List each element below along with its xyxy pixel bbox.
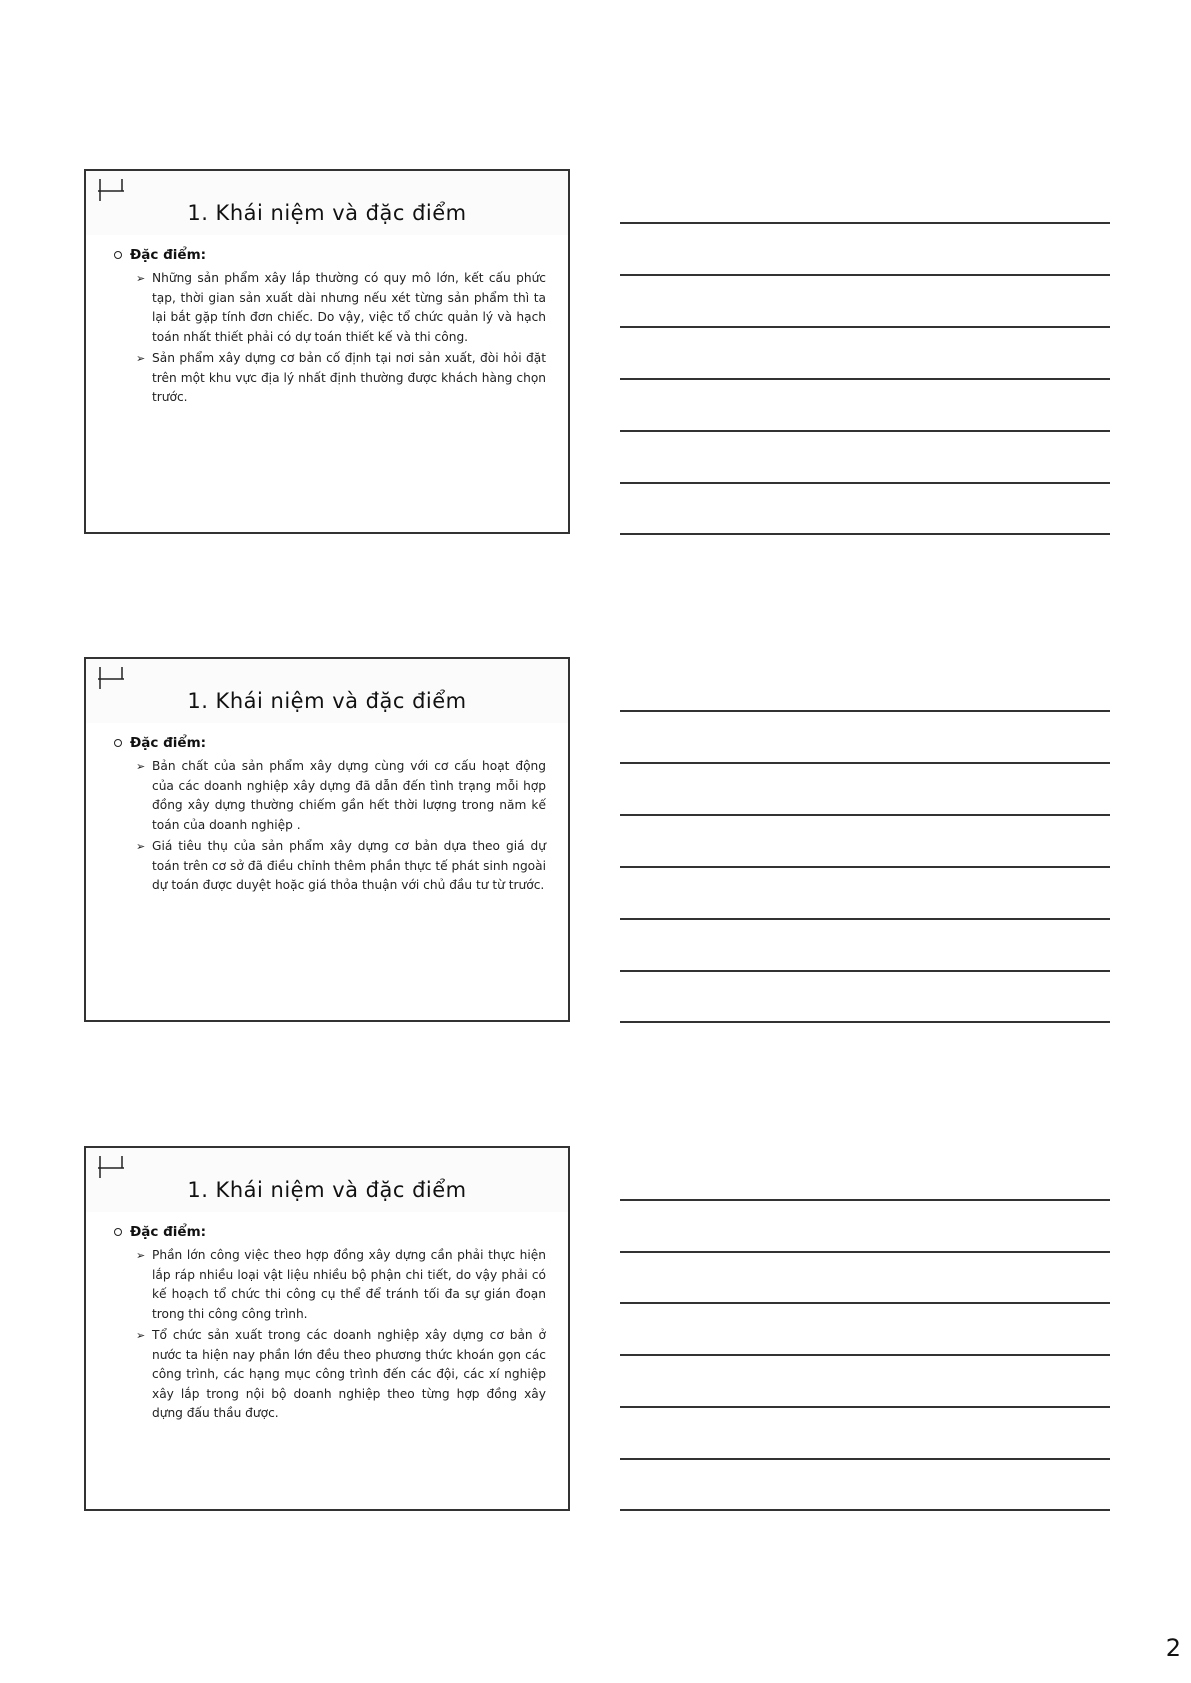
arrow-bullet-icon: ➢ bbox=[136, 1249, 146, 1262]
note-line bbox=[620, 274, 1110, 276]
arrow-bullet-icon: ➢ bbox=[136, 272, 146, 285]
arrow-bullet-icon: ➢ bbox=[136, 352, 146, 365]
note-line bbox=[620, 430, 1110, 432]
note-line bbox=[620, 710, 1110, 712]
slide-3 bbox=[84, 1146, 570, 1511]
sub-bullet-list bbox=[114, 269, 546, 408]
sub-bullet-item bbox=[114, 1246, 546, 1324]
arrow-bullet-icon: ➢ bbox=[136, 1329, 146, 1342]
arrow-bullet-icon: ➢ bbox=[136, 840, 146, 853]
ring-bullet-icon bbox=[114, 251, 122, 259]
sub-bullet-item bbox=[114, 349, 546, 408]
sub-bullet-text: Bản chất của sản phẩm xây dựng cùng với cơ cấu hoạt động của các doanh nghiệp xây dựng đã dẫn đến tình trạng mỗi hợp đồng xây dựng thường chiếm gần hết thời lượng trong năm kế toán của doanh nghiệp . bbox=[152, 759, 546, 832]
note-line bbox=[620, 814, 1110, 816]
ring-bullet-icon bbox=[114, 1228, 122, 1236]
slide-title: 1. Khái niệm và đặc điểm bbox=[187, 201, 467, 225]
slide-2 bbox=[84, 657, 570, 1022]
bullet-heading bbox=[114, 735, 546, 751]
slide-body bbox=[114, 1224, 546, 1426]
sub-bullet-list bbox=[114, 757, 546, 896]
note-line bbox=[620, 1509, 1110, 1511]
slide-body bbox=[114, 247, 546, 410]
slide-title: 1. Khái niệm và đặc điểm bbox=[187, 689, 467, 713]
bullet-heading-text: Đặc điểm: bbox=[130, 1224, 207, 1240]
note-line bbox=[620, 222, 1110, 224]
bullet-heading-text: Đặc điểm: bbox=[130, 735, 207, 751]
note-line bbox=[620, 1354, 1110, 1356]
sub-bullet-text: Sản phẩm xây dựng cơ bản cố định tại nơi sản xuất, đòi hỏi đặt trên một khu vực địa lý nhất định thường được khách hàng chọn trước. bbox=[152, 351, 546, 404]
note-line bbox=[620, 918, 1110, 920]
note-line bbox=[620, 1021, 1110, 1023]
note-line bbox=[620, 762, 1110, 764]
note-line bbox=[620, 1458, 1110, 1460]
note-line bbox=[620, 970, 1110, 972]
note-line bbox=[620, 378, 1110, 380]
sub-bullet-item bbox=[114, 837, 546, 896]
note-line bbox=[620, 1251, 1110, 1253]
arrow-bullet-icon: ➢ bbox=[136, 760, 146, 773]
bullet-heading-text: Đặc điểm: bbox=[130, 247, 207, 263]
note-line bbox=[620, 866, 1110, 868]
slide-corner-mark-icon bbox=[96, 665, 130, 691]
note-line bbox=[620, 482, 1110, 484]
sub-bullet-list bbox=[114, 1246, 546, 1424]
sub-bullet-text: Những sản phẩm xây lắp thường có quy mô lớn, kết cấu phức tạp, thời gian sản xuất dài nhưng nếu xét từng sản phẩm thì ta lại bắt gặp tính đơn chiếc. Do vậy, việc tổ chức quản lý và hạch toán nhất thiết phải có dự toán thiết kế và thi công. bbox=[152, 271, 546, 344]
sub-bullet-item bbox=[114, 1326, 546, 1424]
slide-corner-mark-icon bbox=[96, 177, 130, 203]
bullet-heading bbox=[114, 1224, 546, 1240]
note-line bbox=[620, 1406, 1110, 1408]
sub-bullet-text: Phần lớn công việc theo hợp đồng xây dựng cần phải thực hiện lắp ráp nhiều loại vật liệu nhiều bộ phận chi tiết, do vậy phải có kế hoạch tổ chức thi công cụ thể để tránh tối đa sự gián đoạn trong thi công công trình. bbox=[152, 1248, 546, 1321]
sub-bullet-text: Tổ chức sản xuất trong các doanh nghiệp xây dựng cơ bản ở nước ta hiện nay phần lớn đều theo phương thức khoán gọn các công trình, các hạng mục công trình đến các đội, các xí nghiệp xây lắp trong nội bộ doanh nghiệp theo từng hợp đồng xây dựng đấu thầu được. bbox=[152, 1328, 546, 1420]
sub-bullet-item bbox=[114, 269, 546, 347]
slide-title: 1. Khái niệm và đặc điểm bbox=[187, 1178, 467, 1202]
ring-bullet-icon bbox=[114, 739, 122, 747]
slide-corner-mark-icon bbox=[96, 1154, 130, 1180]
sub-bullet-item bbox=[114, 757, 546, 835]
slide-body bbox=[114, 735, 546, 898]
bullet-heading bbox=[114, 247, 546, 263]
sub-bullet-text: Giá tiêu thụ của sản phẩm xây dựng cơ bản dựa theo giá dự toán trên cơ sở đã điều chỉnh thêm phần thực tế phát sinh ngoài dự toán được duyệt hoặc giá thỏa thuận với chủ đầu tư từ trước. bbox=[152, 839, 546, 892]
note-line bbox=[620, 1302, 1110, 1304]
slide-1 bbox=[84, 169, 570, 534]
page-number: 2 bbox=[1165, 1634, 1181, 1662]
note-line bbox=[620, 1199, 1110, 1201]
note-line bbox=[620, 326, 1110, 328]
note-line bbox=[620, 533, 1110, 535]
